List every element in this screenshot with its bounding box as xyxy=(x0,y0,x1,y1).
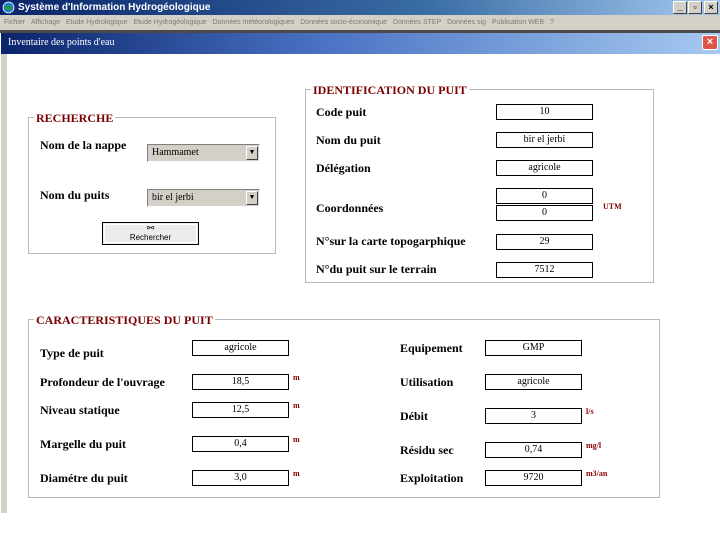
delegation-label: Délégation xyxy=(316,161,371,175)
debit-label: Débit xyxy=(400,409,428,423)
nappe-label: Nom de la nappe xyxy=(40,138,127,152)
rechercher-button[interactable] xyxy=(102,222,199,245)
diametre-label: Diamétre du puit xyxy=(40,471,128,485)
utilisation-field[interactable]: agricole xyxy=(485,374,582,390)
utilisation-label: Utilisation xyxy=(400,375,454,389)
diametre-unit: m xyxy=(293,469,300,478)
nom-puit-label: Nom du puit xyxy=(316,133,381,147)
identification-frame xyxy=(305,83,654,283)
menu-etude-hydrogeologique[interactable]: Etude Hydrogéologique xyxy=(133,19,207,26)
puits-select-value: bir el jerbi xyxy=(152,192,194,203)
recherche-legend: RECHERCHE xyxy=(36,111,114,125)
terrain-field[interactable]: 7512 xyxy=(496,262,593,278)
window-titlebar xyxy=(1,33,720,54)
debit-unit: l/s xyxy=(586,407,594,416)
residu-sec-field[interactable]: 0,74 xyxy=(485,442,582,458)
type-puit-label: Type de puit xyxy=(40,346,104,360)
code-puit-label: Code puit xyxy=(316,105,367,119)
puits-label: Nom du puits xyxy=(40,188,110,202)
equipement-field[interactable]: GMP xyxy=(485,340,582,356)
coordonnees-label: Coordonnées xyxy=(316,201,384,215)
menu-publication-web[interactable]: Publication WEB xyxy=(491,19,545,26)
window-title: Inventaire des points d'eau xyxy=(8,37,115,48)
menu-help[interactable]: ? xyxy=(550,19,554,26)
niveau-unit: m xyxy=(293,401,300,410)
niveau-statique-field[interactable]: 12,5 xyxy=(192,402,289,418)
profondeur-label: Profondeur de l'ouvrage xyxy=(40,375,165,389)
residu-sec-label: Résidu sec xyxy=(400,443,454,457)
menu-donnees-sig[interactable]: Données sig xyxy=(447,19,486,26)
debit-field[interactable]: 3 xyxy=(485,408,582,424)
menu-affichage[interactable]: Affichage xyxy=(30,19,61,26)
window-client-area xyxy=(7,54,720,513)
recherche-frame xyxy=(28,111,276,254)
menu-etude-hydrologique[interactable]: Etude Hydrologique xyxy=(65,19,128,26)
nappe-select[interactable] xyxy=(147,144,260,162)
inventaire-window xyxy=(1,33,720,513)
margelle-field[interactable]: 0,4 xyxy=(192,436,289,452)
coord-x-field[interactable]: 0 xyxy=(496,188,593,204)
app-title: Système d'Information Hydrogéologique xyxy=(18,2,211,13)
maximize-button[interactable]: ▫ xyxy=(688,1,702,14)
app-titlebar xyxy=(0,0,720,15)
exploitation-unit: m3/an xyxy=(586,469,608,478)
nom-puit-field[interactable]: bir el jerbi xyxy=(496,132,593,148)
puits-select[interactable] xyxy=(147,189,260,207)
profondeur-unit: m xyxy=(293,373,300,382)
margelle-unit: m xyxy=(293,435,300,444)
rechercher-button-label: Rechercher xyxy=(129,233,172,242)
residu-unit: mg/l xyxy=(586,441,602,450)
carte-topo-field[interactable]: 29 xyxy=(496,234,593,250)
coord-y-field[interactable]: 0 xyxy=(496,205,593,221)
menu-donnees-step[interactable]: Données STEP xyxy=(392,19,442,26)
code-puit-field[interactable]: 10 xyxy=(496,104,593,120)
caracteristiques-frame xyxy=(28,313,660,498)
diametre-field[interactable]: 3,0 xyxy=(192,470,289,486)
equipement-label: Equipement xyxy=(400,341,463,355)
app-globe-icon xyxy=(2,1,15,14)
margelle-label: Margelle du puit xyxy=(40,437,126,451)
exploitation-label: Exploitation xyxy=(400,471,464,485)
identification-legend: IDENTIFICATION DU PUIT xyxy=(313,83,467,97)
profondeur-field[interactable]: 18,5 xyxy=(192,374,289,390)
delegation-field[interactable]: agricole xyxy=(496,160,593,176)
chevron-down-icon[interactable]: ▼ xyxy=(246,191,258,205)
niveau-statique-label: Niveau statique xyxy=(40,403,120,417)
exploitation-field[interactable]: 9720 xyxy=(485,470,582,486)
close-app-button[interactable]: × xyxy=(704,1,718,14)
binoculars-icon: ⚯ xyxy=(146,223,155,233)
menu-donnees-socio-economique[interactable]: Données socio-économique xyxy=(300,19,388,26)
nappe-select-value: Hammamet xyxy=(152,147,199,158)
menu-fichier[interactable]: Fichier xyxy=(4,19,26,26)
minimize-button[interactable]: _ xyxy=(673,1,687,14)
terrain-label: N°du puit sur le terrain xyxy=(316,262,437,276)
type-puit-field[interactable]: agricole xyxy=(192,340,289,356)
caracteristiques-legend: CARACTERISTIQUES DU PUIT xyxy=(36,313,213,327)
carte-topo-label: N°sur la carte topogarphique xyxy=(316,234,466,248)
menu-bar xyxy=(0,15,720,30)
coord-unit: UTM xyxy=(603,202,622,211)
menu-donnees-meteorologiques[interactable]: Données météorologiques xyxy=(212,19,295,26)
close-window-button[interactable]: × xyxy=(702,35,718,50)
chevron-down-icon[interactable]: ▼ xyxy=(246,146,258,160)
